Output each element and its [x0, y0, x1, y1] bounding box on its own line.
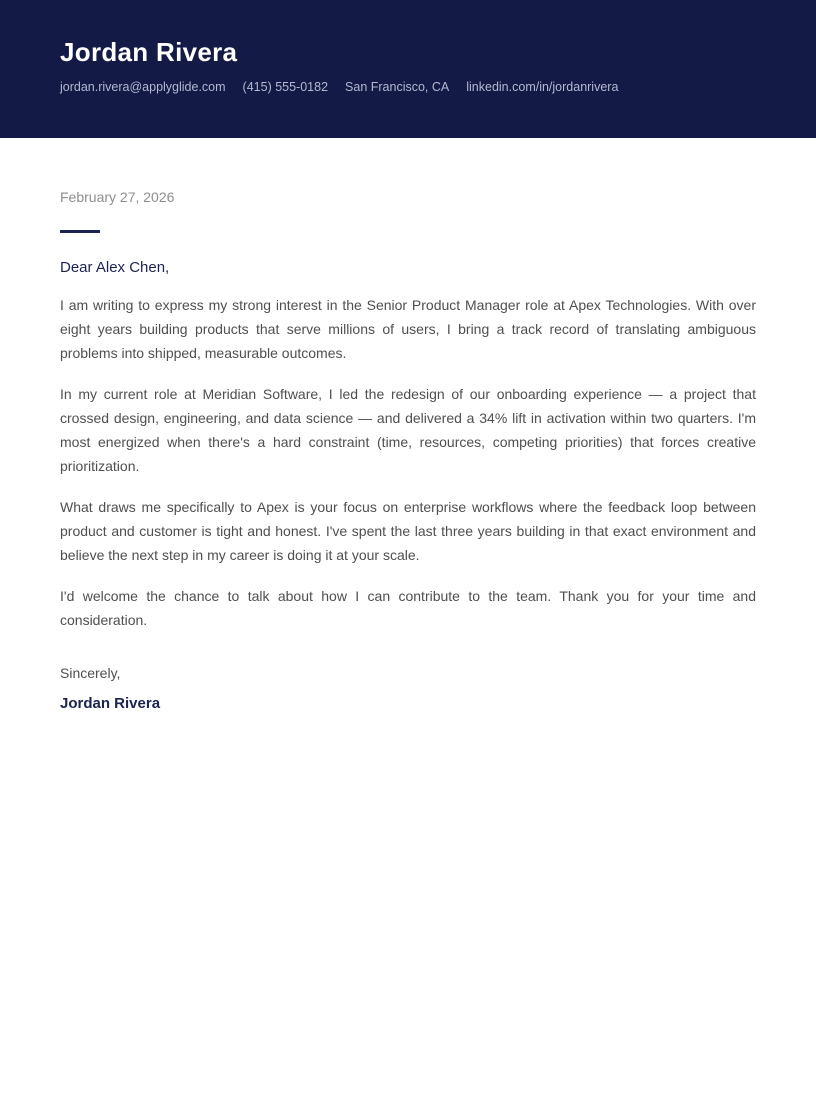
applicant-name: Jordan Rivera [60, 37, 238, 67]
cover-letter-body [0, 189, 816, 712]
letterhead [0, 0, 816, 138]
accent-divider [60, 230, 100, 233]
letter-date: February 27, 2026 [60, 189, 175, 205]
contact-location: San Francisco, CA [345, 79, 450, 94]
letter-paragraph: I am writing to express my strong interest in the Senior Product Manager role at Apex Technologies. With over eight years building products that serve millions of users, I bring a track record of translating ambiguous problems into shipped, measurable outcomes. [60, 297, 756, 361]
signature-name: Jordan Rivera [60, 695, 161, 712]
contact-email: jordan.rivera@applyglide.com [60, 79, 226, 94]
contact-linkedin: linkedin.com/in/jordanrivera [466, 79, 619, 94]
contact-row [60, 80, 756, 94]
letter-paragraph: I'd welcome the chance to talk about how I can contribute to the team. Thank you for your time and consideration. [60, 588, 756, 628]
letter-paragraph: What draws me specifically to Apex is your focus on enterprise workflows where the feedback loop between product and customer is tight and honest. I've spent the last three years building in that exact environment and believe the next step in my career is doing it at your scale. [60, 499, 756, 563]
letter-greeting: Dear Alex Chen, [60, 259, 170, 276]
contact-phone: (415) 555-0182 [242, 79, 329, 94]
letter-closing: Sincerely, [60, 665, 121, 681]
letter-paragraph: In my current role at Meridian Software, I led the redesign of our onboarding experience — a project that crossed design, engineering, and data science — and delivered a 34% lift in activation within two quarters. I'm most energized when there's a hard constraint (time, resources, competing priorities) that forces creative prioritization. [60, 386, 756, 474]
